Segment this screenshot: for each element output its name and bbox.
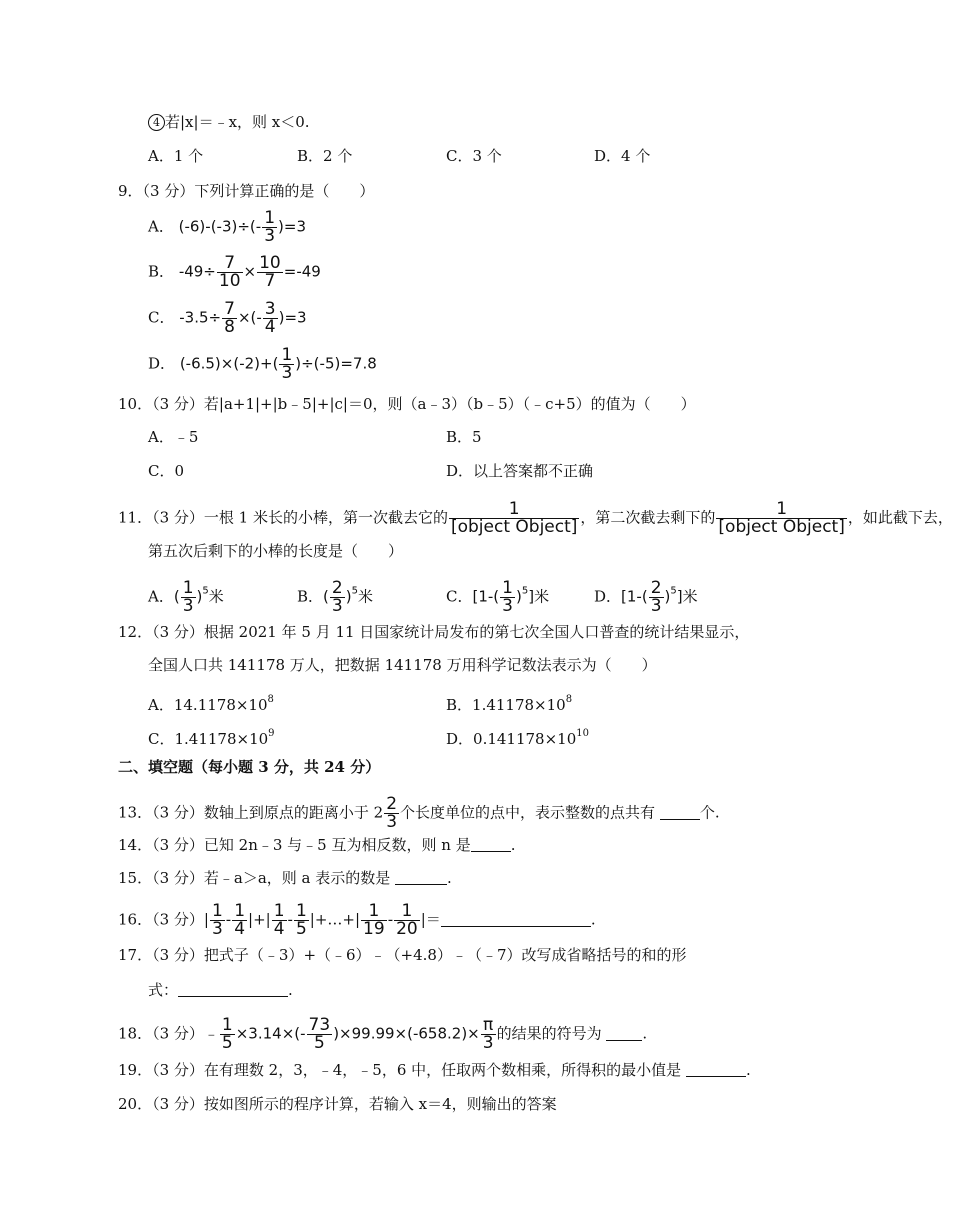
expr-text: [1-( xyxy=(621,587,648,606)
option-text: B．1.41178×10 xyxy=(446,696,566,714)
q16 xyxy=(118,903,596,938)
denominator: 5 xyxy=(295,919,307,939)
text: 的结果的符号为 xyxy=(496,1024,607,1043)
fraction xyxy=(481,1017,496,1052)
fraction xyxy=(294,903,309,938)
q19 xyxy=(118,1060,751,1080)
expr-text: - xyxy=(387,910,394,929)
numerator: 7 xyxy=(217,255,243,273)
option-text: D．0.141178×10 xyxy=(446,730,577,748)
fraction xyxy=(500,580,515,615)
fraction xyxy=(217,255,243,290)
expr-text: )=3 xyxy=(278,217,306,236)
text: 16．（3 分）| xyxy=(118,910,209,929)
text: 11．（3 分）一根 1 米长的小棒，第一次截去它的 xyxy=(118,508,448,527)
fraction xyxy=(361,903,387,938)
expr-text: -49÷ xyxy=(178,262,216,281)
answer-blank[interactable] xyxy=(178,982,288,997)
option-label: A． xyxy=(148,587,174,606)
denominator: [object Object] xyxy=(718,517,845,537)
q8-item4-text: 若|x|＝﹣x，则 x＜0. xyxy=(165,113,310,131)
expr-text: × xyxy=(243,262,257,281)
fraction xyxy=(279,347,294,382)
q10-option-b: B．5 xyxy=(446,428,482,446)
numerator: 1 xyxy=(502,578,513,598)
fraction xyxy=(649,580,664,615)
denominator: 3 xyxy=(650,596,662,616)
expr-text: ] xyxy=(676,587,683,606)
option-label: A． xyxy=(148,217,174,236)
expr-text: (-6.5)×(-2)+( xyxy=(179,354,279,373)
q9-option-c xyxy=(148,301,307,336)
unit: 米 xyxy=(357,587,373,606)
denominator: 3 xyxy=(182,596,194,616)
expr-text: ) xyxy=(196,587,203,606)
option-label: D． xyxy=(148,354,176,373)
expr-text: (-6)-(-3)÷(- xyxy=(178,217,262,236)
denominator: 7 xyxy=(264,271,276,291)
numerator: 1 xyxy=(211,901,223,921)
q10-option-c: C．0 xyxy=(148,462,185,480)
option-text: A．14.1178×10 xyxy=(148,696,268,714)
expr-text: ×3.14×(- xyxy=(235,1024,306,1043)
text: 13．（3 分）数轴上到原点的距离小于 2 xyxy=(118,803,384,822)
q12-option-a xyxy=(148,690,274,715)
numerator: 1 xyxy=(295,901,307,921)
q20-line1: 20．（3 分）按如图所示的程序计算，若输入 x＝4，则输出的答案 xyxy=(118,1095,557,1113)
denominator: 3 xyxy=(482,1033,494,1053)
numerator: 1 xyxy=(361,903,387,921)
text: |＝ xyxy=(420,910,441,929)
denominator: 10 xyxy=(218,271,241,291)
text: 个. xyxy=(699,803,720,822)
denominator: 3 xyxy=(331,596,343,616)
fraction xyxy=(262,210,277,245)
q15 xyxy=(118,868,452,888)
expr-text: [1-( xyxy=(472,587,500,606)
q11-line2: 第五次后剩下的小棒的长度是（ ） xyxy=(148,542,404,560)
numerator: 1 xyxy=(273,901,285,921)
exponent: 8 xyxy=(267,694,274,705)
text: 18．（3 分）﹣ xyxy=(118,1024,219,1043)
q10-option-d: D．以上答案都不正确 xyxy=(446,462,594,480)
option-label: B． xyxy=(297,587,324,606)
fraction xyxy=(307,1017,333,1052)
denominator: 20 xyxy=(396,919,418,939)
expr-text: ) xyxy=(515,587,522,606)
fraction xyxy=(394,903,420,938)
exponent: 8 xyxy=(565,694,573,705)
q12-option-c xyxy=(148,724,275,749)
text: . xyxy=(447,869,452,887)
q11-line1 xyxy=(118,501,953,536)
q8-option-c: C．3 个 xyxy=(446,147,502,165)
numerator: 1 xyxy=(716,501,846,519)
fraction xyxy=(384,796,399,831)
exponent: 5 xyxy=(670,585,677,597)
denominator: 5 xyxy=(221,1033,233,1053)
text: ，第二次截去剩下的 xyxy=(580,508,716,527)
numerator: 2 xyxy=(650,578,662,598)
q8-option-d: D．4 个 xyxy=(594,147,651,165)
expr-text: -3.5÷ xyxy=(179,308,222,327)
fraction xyxy=(272,903,287,938)
denominator: 4 xyxy=(234,919,246,939)
answer-blank[interactable] xyxy=(660,805,700,820)
option-label: D． xyxy=(594,587,622,606)
numerator: 1 xyxy=(449,501,579,519)
q9-stem: 9．（3 分）下列计算正确的是（ ） xyxy=(118,182,375,200)
expr-text: )×99.99×(-658.2)× xyxy=(333,1024,480,1043)
q12-line1: 12．（3 分）根据 2021 年 5 月 11 日国家统计局发布的第七次全国人口普查的统计结果显示， xyxy=(118,623,750,641)
q11-option-b xyxy=(297,580,373,615)
answer-blank[interactable] xyxy=(606,1026,642,1041)
numerator: 3 xyxy=(264,299,276,319)
q12-option-b xyxy=(446,690,572,715)
expr-text: ×(- xyxy=(237,308,262,327)
fraction xyxy=(220,1017,235,1052)
q13 xyxy=(118,796,720,831)
denominator: 3 xyxy=(502,596,513,616)
fraction xyxy=(222,301,237,336)
numerator: 1 xyxy=(234,901,246,921)
denominator: [object Object] xyxy=(450,517,578,537)
expr-text: - xyxy=(225,910,232,929)
numerator: 10 xyxy=(259,253,281,273)
q9-option-b xyxy=(148,255,321,290)
q18 xyxy=(118,1017,647,1052)
denominator: 19 xyxy=(363,919,385,939)
text: . xyxy=(590,910,596,929)
numerator: 73 xyxy=(308,1015,331,1035)
text: . xyxy=(642,1024,648,1043)
numerator: 2 xyxy=(386,794,398,814)
answer-blank[interactable] xyxy=(441,912,591,927)
answer-blank[interactable] xyxy=(471,837,511,852)
denominator: 4 xyxy=(264,317,276,337)
exponent: 10 xyxy=(576,728,589,739)
text: 式： xyxy=(148,981,179,999)
q9-option-a xyxy=(148,210,306,245)
q8-option-b: B．2 个 xyxy=(297,147,353,165)
numerator: 1 xyxy=(394,903,420,921)
expr-text: ] xyxy=(528,587,535,606)
numerator: 1 xyxy=(221,1015,233,1035)
text: 15．（3 分）若﹣a＞a，则 a 表示的数是 xyxy=(118,869,396,887)
q10-stem: 10．（3 分）若|a+1|+|b﹣5|+|c|＝0，则（a﹣3）（b﹣5）（﹣c+5）的值为（ ） xyxy=(118,395,696,413)
text: . xyxy=(745,1061,751,1079)
expr-text: ( xyxy=(173,587,180,606)
exponent: 5 xyxy=(351,585,358,597)
q14 xyxy=(118,835,515,855)
numerator: π xyxy=(481,1017,496,1035)
q12-line2: 全国人口共 141178 万人，把数据 141178 万用科学记数法表示为（ ） xyxy=(148,656,657,674)
denominator: 5 xyxy=(313,1033,325,1053)
fraction xyxy=(263,301,278,336)
numerator: 2 xyxy=(331,578,343,598)
denominator: 3 xyxy=(281,363,293,383)
fraction xyxy=(210,903,225,938)
denominator: 3 xyxy=(211,919,223,939)
denominator: 3 xyxy=(386,812,398,832)
fraction xyxy=(716,501,846,536)
q11-option-d xyxy=(594,580,698,615)
answer-blank[interactable] xyxy=(686,1062,746,1077)
fraction xyxy=(330,580,345,615)
section-heading: 二、填空题（每小题 3 分，共 24 分） xyxy=(118,758,381,776)
text: 14．（3 分）已知 2n﹣3 与﹣5 互为相反数，则 n 是 xyxy=(118,836,471,854)
q8-option-a: A．1 个 xyxy=(148,147,204,165)
q17-line1: 17．（3 分）把式子（﹣3）+（﹣6）﹣（+4.8）﹣（﹣7）改写成省略括号的和的形 xyxy=(118,946,687,964)
text: ，如此截下去， xyxy=(847,508,953,527)
text: 个长度单位的点中，表示整数的点共有 xyxy=(400,803,660,822)
fraction xyxy=(232,903,247,938)
q17-line2 xyxy=(148,980,293,1000)
unit: 米 xyxy=(534,587,550,606)
numerator: 1 xyxy=(281,345,293,365)
fraction xyxy=(449,501,579,536)
denominator: 8 xyxy=(224,317,235,337)
q11-option-a xyxy=(148,580,224,615)
option-label: B． xyxy=(148,262,175,281)
expr-text: =-49 xyxy=(283,262,321,281)
exponent: 9 xyxy=(268,728,275,739)
q11-option-c xyxy=(446,580,549,615)
q10-option-a: A．﹣5 xyxy=(148,428,199,446)
circled-number: 4 xyxy=(148,114,165,131)
fraction xyxy=(257,255,283,290)
q9-option-d xyxy=(148,347,377,382)
unit: 米 xyxy=(208,587,224,606)
text: 19．（3 分）在有理数 2，3，﹣4，﹣5，6 中，任取两个数相乘，所得积的最小值是 xyxy=(118,1061,686,1079)
expr-text: ) xyxy=(664,587,671,606)
expr-text: ( xyxy=(323,587,329,606)
option-text: C．1.41178×10 xyxy=(148,730,269,748)
denominator: 4 xyxy=(273,919,285,939)
exponent: 5 xyxy=(202,585,209,597)
q8-item4 xyxy=(148,112,310,132)
expr-text: - xyxy=(287,910,293,929)
text: . xyxy=(288,981,293,999)
unit: 米 xyxy=(682,587,698,606)
expr-text: )÷(-5)=7.8 xyxy=(295,354,377,373)
fraction xyxy=(181,580,196,615)
exponent: 5 xyxy=(521,585,529,597)
expr-text: |+…+| xyxy=(309,910,361,929)
expr-text: )=3 xyxy=(278,308,307,327)
numerator: 1 xyxy=(264,208,276,228)
answer-blank[interactable] xyxy=(395,870,447,885)
expr-text: |+| xyxy=(248,910,271,929)
q12-option-d xyxy=(446,724,589,749)
text: . xyxy=(510,836,516,854)
option-label: C． xyxy=(148,308,175,327)
option-label: C． xyxy=(446,587,473,606)
expr-text: ) xyxy=(345,587,352,606)
numerator: 1 xyxy=(182,578,194,598)
numerator: 7 xyxy=(224,299,235,319)
denominator: 3 xyxy=(264,226,276,246)
